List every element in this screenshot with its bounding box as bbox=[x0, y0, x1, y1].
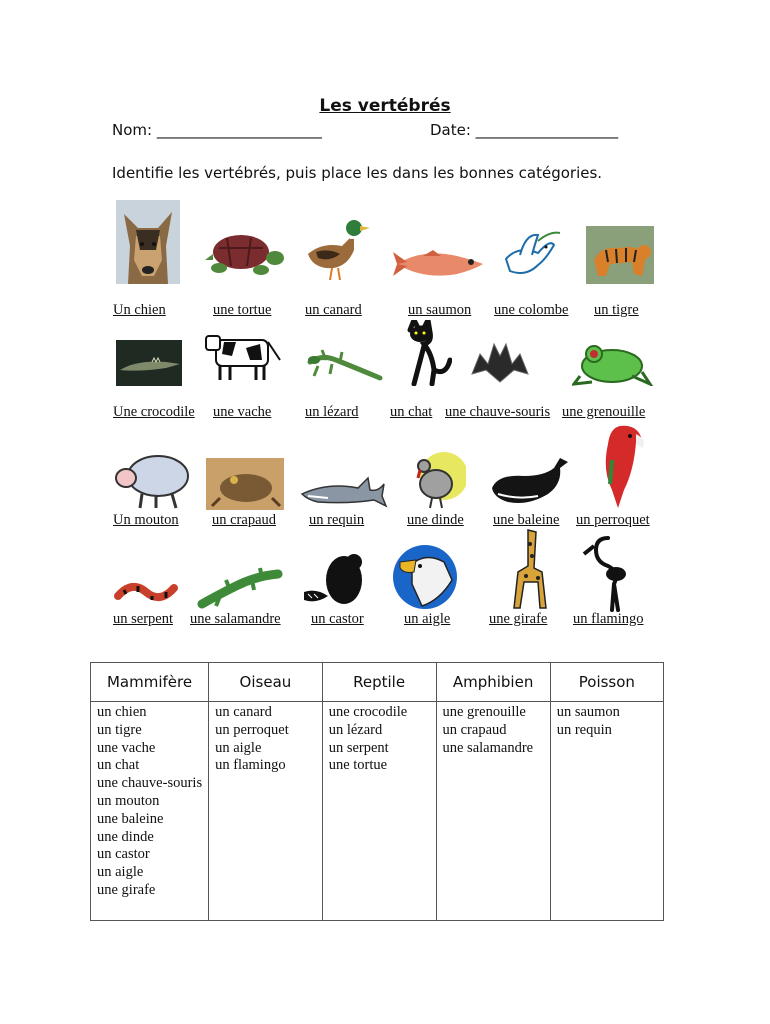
sheep-icon bbox=[112, 452, 194, 510]
list-item: un flamingo bbox=[215, 757, 286, 774]
header-amphibians: Amphibien bbox=[436, 663, 550, 702]
list-item: un aigle bbox=[215, 739, 262, 756]
header-reptiles: Reptile bbox=[322, 663, 436, 702]
list-item: un castor bbox=[97, 846, 150, 863]
column-reptiles bbox=[322, 702, 436, 921]
turtle-icon bbox=[203, 230, 285, 280]
animal-label-sheep: Un mouton bbox=[113, 512, 179, 528]
header-mammals: Mammifère bbox=[91, 663, 209, 702]
animal-label-lizard: un lézard bbox=[305, 404, 359, 420]
list-item: un saumon bbox=[556, 704, 620, 720]
lizard-icon bbox=[306, 344, 384, 384]
animal-label-salamander: une salamandre bbox=[190, 611, 281, 627]
column-fish bbox=[550, 702, 663, 921]
animal-label-turtle: une tortue bbox=[213, 302, 272, 318]
animal-label-snake: un serpent bbox=[113, 611, 173, 627]
duck-icon bbox=[302, 214, 372, 284]
beaver-icon bbox=[300, 552, 376, 610]
category-table bbox=[90, 662, 664, 921]
animal-label-salmon: un saumon bbox=[408, 302, 472, 318]
instruction-text: Identifie les vertébrés, puis place les dans les bonnes catégories. bbox=[112, 164, 603, 182]
date-field-label: Date: ___________________ bbox=[430, 121, 619, 139]
animal-label-dog: Un chien bbox=[113, 302, 166, 318]
tiger-icon bbox=[586, 226, 654, 284]
header-fish: Poisson bbox=[550, 663, 663, 702]
whale-icon bbox=[488, 454, 572, 510]
snake-icon bbox=[112, 572, 182, 608]
animal-label-cow: une vache bbox=[213, 404, 272, 420]
list-item: une vache bbox=[97, 739, 156, 756]
salamander-icon bbox=[196, 566, 284, 610]
column-amphibians bbox=[436, 702, 550, 921]
flamingo-icon bbox=[578, 532, 638, 612]
animal-label-toad: un crapaud bbox=[212, 512, 277, 528]
turkey-icon bbox=[406, 446, 466, 510]
list-item: un mouton bbox=[97, 792, 160, 809]
animal-label-shark: un requin bbox=[309, 512, 365, 528]
list-item: une dinde bbox=[97, 828, 154, 845]
dog-icon bbox=[116, 200, 180, 284]
table-header-row bbox=[91, 663, 664, 702]
list-item: un canard bbox=[215, 704, 272, 720]
animal-label-turkey: une dinde bbox=[407, 512, 464, 528]
animal-label-dove: une colombe bbox=[494, 302, 569, 318]
list-item: une crocodile bbox=[328, 704, 408, 720]
animal-label-whale: une baleine bbox=[493, 512, 560, 528]
animal-label-bat: une chauve-souris bbox=[445, 404, 551, 420]
list-item: un chat bbox=[97, 757, 140, 774]
column-birds bbox=[209, 702, 323, 921]
animal-label-duck: un canard bbox=[305, 302, 362, 318]
animal-label-beaver: un castor bbox=[311, 611, 364, 627]
animal-label-eagle: un aigle bbox=[404, 611, 451, 627]
frog-icon bbox=[572, 340, 654, 386]
list-item: un crapaud bbox=[442, 721, 507, 738]
animal-label-tiger: un tigre bbox=[594, 302, 639, 318]
parrot-icon bbox=[590, 420, 652, 510]
animal-label-parrot: un perroquet bbox=[576, 512, 650, 528]
table-row bbox=[91, 702, 664, 921]
list-item: un tigre bbox=[97, 721, 142, 738]
crocodile-icon bbox=[116, 340, 182, 386]
list-item: un chien bbox=[97, 704, 147, 720]
cat-icon bbox=[402, 320, 452, 386]
list-item: une tortue bbox=[328, 757, 388, 774]
list-item: une chauve-souris bbox=[97, 775, 203, 792]
list-item: une grenouille bbox=[442, 704, 526, 720]
list-item: un lézard bbox=[328, 721, 383, 738]
shark-icon bbox=[298, 474, 388, 510]
animal-label-flamingo: un flamingo bbox=[573, 611, 644, 627]
list-item: une salamandre bbox=[442, 739, 534, 756]
dove-icon bbox=[498, 225, 562, 285]
page-title: Les vertébrés bbox=[319, 96, 451, 116]
header-birds: Oiseau bbox=[209, 663, 323, 702]
list-item: une girafe bbox=[97, 881, 156, 898]
animal-label-cat: un chat bbox=[390, 404, 433, 420]
animal-label-crocodile: Une crocodile bbox=[113, 404, 195, 420]
list-item: un serpent bbox=[328, 739, 389, 756]
animal-label-frog: une grenouille bbox=[562, 404, 646, 420]
giraffe-icon bbox=[496, 528, 556, 610]
eagle-icon bbox=[392, 544, 458, 610]
list-item: un aigle bbox=[97, 864, 144, 881]
cow-icon bbox=[204, 326, 284, 384]
fish-icon bbox=[393, 246, 485, 282]
bat-icon bbox=[470, 330, 530, 386]
list-item: un requin bbox=[556, 721, 612, 738]
list-item: un perroquet bbox=[215, 721, 289, 738]
column-mammals bbox=[91, 702, 209, 921]
list-item: une baleine bbox=[97, 810, 164, 827]
animal-label-giraffe: une girafe bbox=[489, 611, 548, 627]
name-field-label: Nom: ______________________ bbox=[112, 121, 322, 139]
toad-icon bbox=[206, 458, 284, 510]
